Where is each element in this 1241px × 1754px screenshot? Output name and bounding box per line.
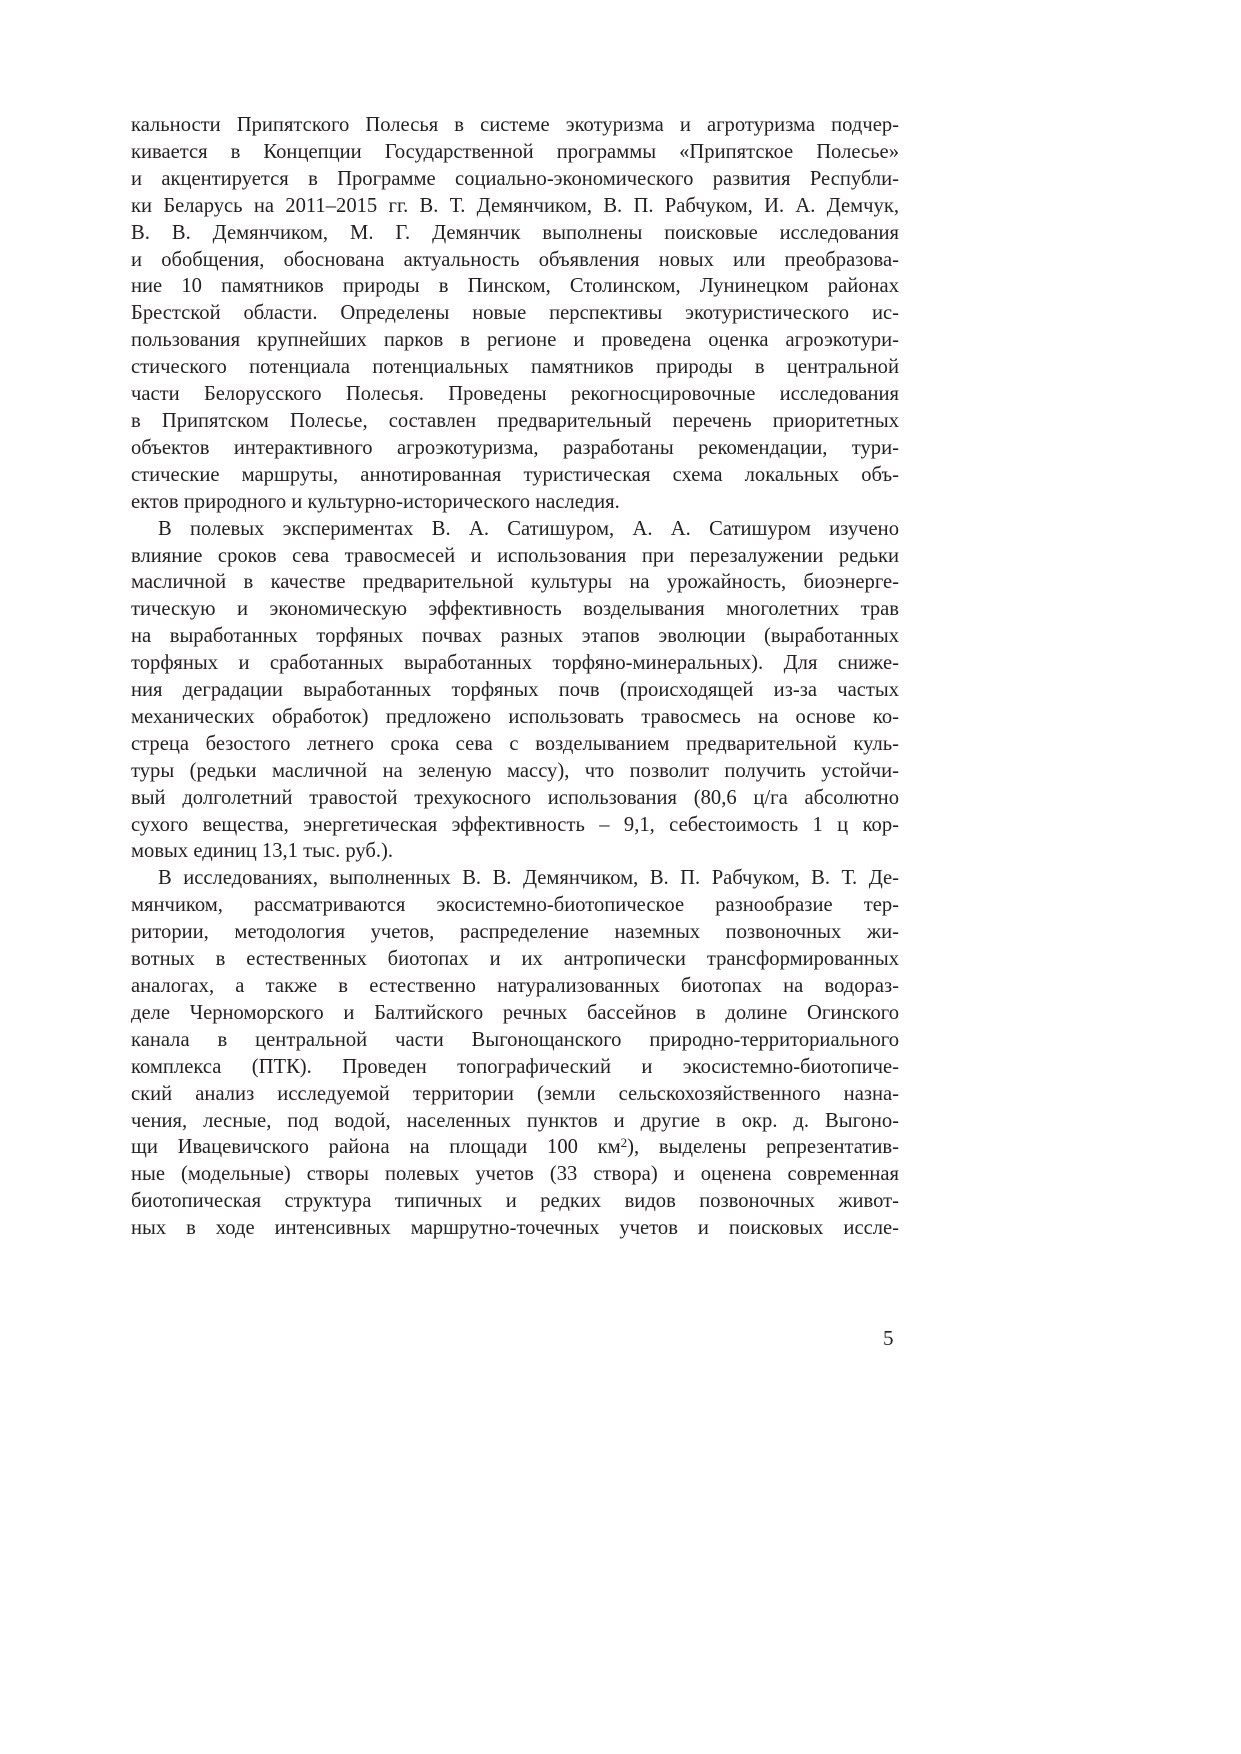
- text-line: вый долголетний травостой трехукосного использования (80,6 ц/га абсолютно: [131, 786, 899, 809]
- text-line: Брестской области. Определены новые перспективы экотуристического ис-: [131, 302, 899, 325]
- text-line: туры (редьки масличной на зеленую массу), что позволит получить устойчи-: [131, 759, 899, 782]
- text-line: влияние сроков сева травосмесей и использования при перезалужении редьки: [131, 544, 899, 567]
- text-line: и обобщения, обоснована актуальность объявления новых или преобразова-: [131, 248, 899, 271]
- paragraph-3: [131, 865, 899, 1242]
- text-line: биотопическая структура типичных и редких видов позвоночных живот-: [131, 1190, 899, 1213]
- text-line: ние 10 памятников природы в Пинском, Столинском, Лунинецком районах: [131, 275, 899, 298]
- page-body: [131, 112, 899, 1242]
- text-line: комплекса (ПТК). Проведен топографический и экосистемно-биотопиче-: [131, 1055, 899, 1078]
- text-line: стреца безостого летнего срока сева с возделыванием предварительной куль-: [131, 732, 899, 755]
- text-line-with-superscript: [131, 1134, 899, 1161]
- text-line: В исследованиях, выполненных В. В. Демянчиком, В. П. Рабчуком, В. Т. Де-: [158, 867, 899, 890]
- text-line: сухого вещества, энергетическая эффективность – 9,1, себестоимость 1 ц кор-: [131, 813, 899, 836]
- text-line: кивается в Концепции Государственной программы «Припятское Полесье»: [131, 140, 899, 163]
- text-line: кальности Припятского Полесья в системе экотуризма и агротуризма подчер-: [131, 114, 899, 136]
- text-line: механических обработок) предложено использовать травосмесь на основе ко-: [131, 705, 899, 728]
- text-segment: ), выделены репрезентатив-: [627, 1136, 899, 1159]
- text-segment: щи Ивацевичского района на площади 100 км: [131, 1136, 621, 1159]
- text-line: ритории, методология учетов, распределение наземных позвоночных жи-: [131, 921, 899, 944]
- page-number: 5: [883, 1326, 894, 1350]
- text-line: ки Беларусь на 2011–2015 гг. В. Т. Демянчиком, В. П. Рабчуком, И. А. Демчук,: [131, 194, 899, 217]
- text-line: части Белорусского Полесья. Проведены рекогносцировочные исследования: [131, 383, 899, 406]
- text-line: объектов интерактивного агроэкотуризма, разработаны рекомендации, тури-: [131, 436, 899, 459]
- text-line: В. В. Демянчиком, М. Г. Демянчик выполнены поисковые исследования: [131, 221, 899, 244]
- paragraph-1: [131, 112, 899, 516]
- text-line: стические маршруты, аннотированная туристическая схема локальных объ-: [131, 463, 899, 486]
- text-line: ский анализ исследуемой территории (земли сельскохозяйственного назна-: [131, 1082, 899, 1105]
- text-line: тическую и экономическую эффективность возделывания многолетних трав: [131, 598, 899, 621]
- text-line: вотных в естественных биотопах и их антропически трансформированных: [131, 948, 899, 971]
- text-line: ных в ходе интенсивных маршрутно-точечных учетов и поисковых иссле-: [131, 1217, 899, 1240]
- text-line: мовых единиц 13,1 тыс. руб.).: [131, 840, 394, 863]
- text-line: мянчиком, рассматриваются экосистемно-биотопическое разнообразие тер-: [131, 894, 899, 917]
- paragraph-2: [131, 516, 899, 866]
- text-line: стического потенциала потенциальных памятников природы в центральной: [131, 356, 899, 379]
- text-line: торфяных и сработанных выработанных торфяно-минеральных). Для сниже-: [131, 652, 899, 675]
- text-line: деле Черноморского и Балтийского речных бассейнов в долине Огинского: [131, 1001, 899, 1024]
- text-line: чения, лесные, под водой, населенных пунктов и другие в окр. д. Выгоно-: [131, 1109, 899, 1132]
- text-line: в Припятском Полесье, составлен предварительный перечень приоритетных: [131, 409, 899, 432]
- text-line: В полевых экспериментах В. А. Сатишуром, А. А. Сатишуром изучено: [158, 517, 899, 540]
- text-line: и акцентируется в Программе социально-экономического развития Республи-: [131, 167, 899, 190]
- text-line: масличной в качестве предварительной культуры на урожайность, биоэнерге-: [131, 571, 899, 594]
- text-line: пользования крупнейших парков в регионе и проведена оценка агроэкотури-: [131, 329, 899, 352]
- text-line: на выработанных торфяных почвах разных этапов эволюции (выработанных: [131, 625, 899, 648]
- superscript: 2: [620, 1135, 628, 1151]
- text-line: ные (модельные) створы полевых учетов (33 створа) и оценена современная: [131, 1163, 899, 1186]
- text-line: ния деградации выработанных торфяных почв (происходящей из-за частых: [131, 679, 899, 702]
- text-line: аналогах, а также в естественно натурализованных биотопах на водораз-: [131, 975, 899, 997]
- text-line: канала в центральной части Выгонощанского природно-территориального: [131, 1028, 899, 1051]
- text-line: ектов природного и культурно-исторического наследия.: [131, 490, 620, 513]
